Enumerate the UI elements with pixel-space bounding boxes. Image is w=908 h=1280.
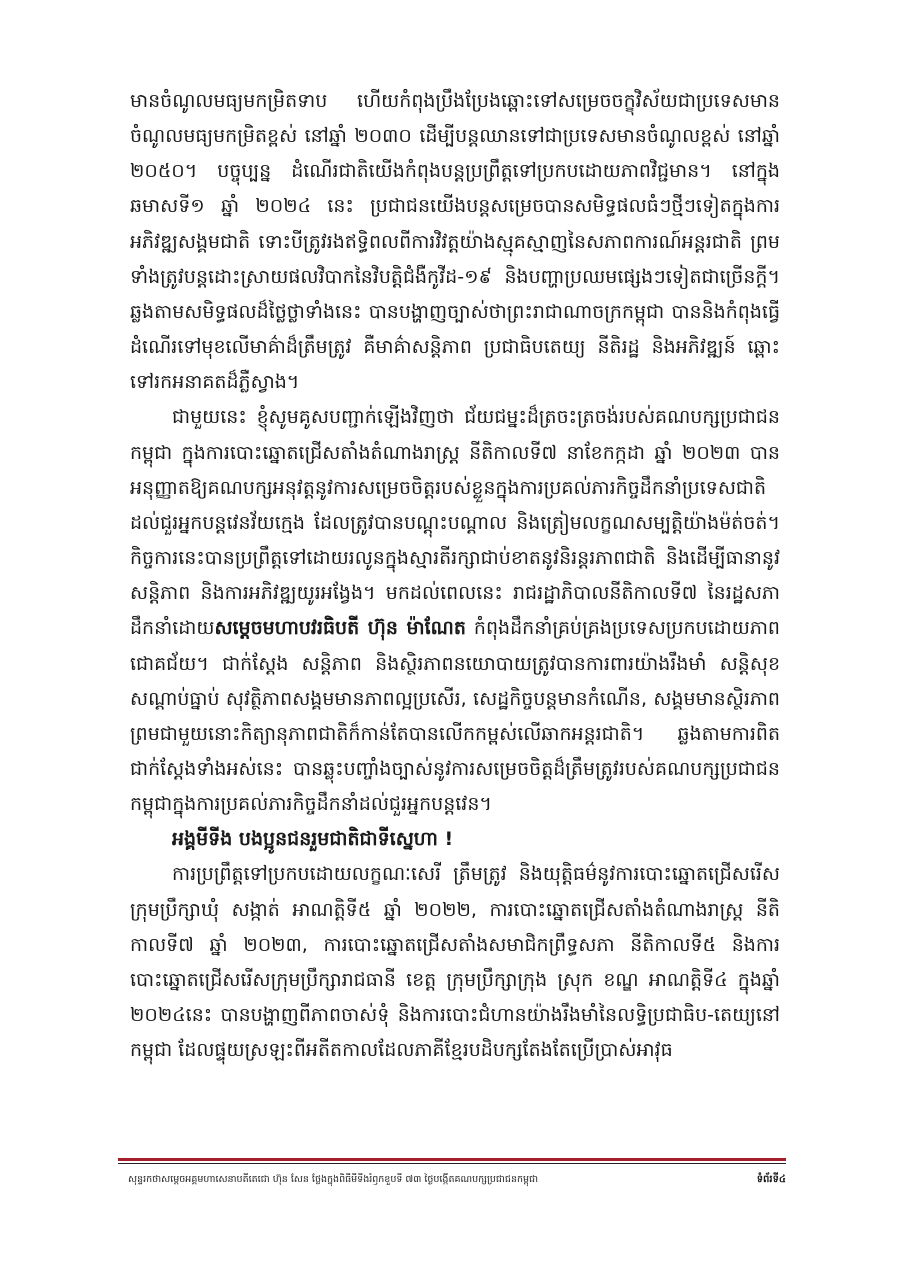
body-text [130, 84, 780, 1068]
paragraph-1: មានចំណូលមធ្យមកម្រិតទាប ហើយកំពុងប្រឹងប្រែងឆ្ពោះទៅសម្រេចចក្ខុវិស័យជាប្រទេសមានចំណូលមធ្យមកម្រិតខ្ពស់ នៅឆ្នាំ ២០៣០ ដើម្បីបន្តឈានទៅជាប្រទេសមានចំណូលខ្ពស់ នៅឆ្នាំ ២០៥០។ បច្ចុប្បន្ន ដំណើរជាតិយើងកំពុងបន្តប្រព្រឹត្តទៅប្រកបដោយភាពវិជ្ជមាន។ នៅក្នុងឆមាសទី១ ឆ្នាំ ២០២៤ នេះ ប្រជាជនយើងបន្តសម្រេចបានសមិទ្ធផលធំៗថ្មីៗទៀតក្នុងការអភិវឌ្ឍសង្គមជាតិ ទោះបីត្រូវរងឥទ្ធិពលពីការវិវត្តយ៉ាងស្មុគស្មាញនៃសភាពការណ៍អន្តរជាតិ ព្រមទាំងត្រូវបន្តដោះស្រាយផលវិបាកនៃវិបត្តិជំងឺកូវីដ-១៩ និងបញ្ហាប្រឈមផ្សេងៗទៀតជាច្រើនក្តី។ ឆ្លងតាមសមិទ្ធផលដ៏ថ្លៃថ្លាទាំងនេះ បានបង្ហាញច្បាស់ថាព្រះរាជាណាចក្រកម្ពុជា បាននិងកំពុងធ្វើដំណើរទៅមុខលើមាគ៌ាដ៏ត្រឹមត្រូវ គឺមាគ៌ាសន្តិភាព ប្រជាធិបតេយ្យ នីតិរដ្ឋ និងអភិវឌ្ឍន៍ ឆ្ពោះទៅរកអនាគតដ៏ភ្លឺស្វាង។ [130, 90, 780, 394]
paragraph-2-lead: ជាមួយនេះ ខ្ញុំសូមគូសបញ្ជាក់ឡើងវិញថា ជ័យជម្នះដ៏ត្រចះត្រចង់របស់គណបក្សប្រជាជនកម្ពុជា ក្នុងការបោះឆ្នោតជ្រើសតាំងតំណាងរាស្ត្រ នីតិកាលទី៧ នាខែកក្កដា ឆ្នាំ ២០២៣ បានអនុញ្ញាតឱ្យគណបក្សអនុវត្តនូវការសម្រេចចិត្តរបស់ខ្លួនក្នុងការប្រគល់ភារកិច្ចដឹកនាំប្រទេសជាតិដល់ជួរអ្នកបន្តវេនវ័យក្មេង ដែលត្រូវបានបណ្តុះបណ្តាល និងត្រៀមលក្ខណសម្បត្តិយ៉ាងម៉ត់ចត់។ កិច្ចការនេះបានប្រព្រឹត្តទៅដោយរលូនក្នុងស្មារតីរក្សាជាប់ខាតនូវនិរន្តរភាពជាតិ និងដើម្បីធានានូវសន្តិភាព និងការអភិវឌ្ឍយូរអង្វែង។ មកដល់ពេលនេះ រាជរដ្ឋាភិបាលនីតិកាលទី៧ នៃរដ្ឋសភា ដឹកនាំដោយ [130, 406, 780, 640]
footer-rule-red [118, 1158, 786, 1161]
page-number: ទំព័រទី៤ [756, 1174, 786, 1185]
section-heading: អង្គមីទីង បងប្អូនជនរួមជាតិជាទីស្នេហា ! [172, 828, 454, 851]
paragraph-3: ការប្រព្រឹត្តទៅប្រកបដោយលក្ខណៈសេរី ត្រឹមត្រូវ និងយុត្តិធម៌នូវការបោះឆ្នោតជ្រើសរើសក្រុមប្រឹក្សាឃុំ សង្កាត់ អាណត្តិទី៥ ឆ្នាំ ២០២២, ការបោះឆ្នោតជ្រើសតាំងតំណាងរាស្ត្រ នីតិកាលទី៧ ឆ្នាំ ២០២៣, ការបោះឆ្នោតជ្រើសតាំងសមាជិកព្រឹទ្ធសភា នីតិកាលទី៥ និងការបោះឆ្នោតជ្រើសរើសក្រុមប្រឹក្សារាជធានី ខេត្ត ក្រុមប្រឹក្សាក្រុង ស្រុក ខណ្ឌ អាណត្តិទី៤ ក្នុងឆ្នាំ ២០២៤នេះ បានបង្ហាញពីភាពចាស់ទុំ និងការបោះជំហានយ៉ាងរឹងមាំនៃលទ្ធិប្រជាធិប-តេយ្យនៅកម្ពុជា ដែលផ្ទុយស្រឡះពីអតីតកាលដែលភាគីខ្មែរបដិបក្សតែងតែប្រើប្រាស់អាវុធ [130, 863, 780, 1062]
footer-rule-dark [118, 1163, 786, 1164]
footer-caption: សុន្ទរកថាសម្តេចអគ្គមហាសេនាបតីតេជោ ហ៊ុន សែន ថ្លែងក្នុងពិធីមីទីងរំឭកខួបទី ៧៣ ថ្ងៃបង្កើតគណបក្សប្រជាជនកម្ពុជា [128, 1174, 539, 1185]
prime-minister-name: សម្តេចមហាបវរធិបតី ហ៊ុន ម៉ាណែត [214, 617, 466, 640]
paragraph-2 [130, 400, 780, 822]
paragraph-2-tail: កំពុងដឹកនាំគ្រប់គ្រងប្រទេសប្រកបដោយភាពជោគជ័យ។ ជាក់ស្តែង សន្តិភាព និងស្ថិរភាពនយោបាយត្រូវបានការពារយ៉ាងរឹងមាំ សន្តិសុខ សណ្តាប់ធ្នាប់ សុវត្ថិភាពសង្គមមានភាពល្អប្រសើរ, សេដ្ឋកិច្ចបន្តមានកំណើន, សង្គមមានស្ថិរភាព ព្រមជាមួយនោះកិត្យានុភាពជាតិក៏កាន់តែបានលើកកម្ពស់លើឆាកអន្តរជាតិ។ ឆ្លងតាមការពិតជាក់ស្តែងទាំងអស់នេះ បានឆ្លុះបញ្ចាំងច្បាស់នូវការសម្រេចចិត្តដ៏ត្រឹមត្រូវរបស់គណបក្សប្រជាជនកម្ពុជាក្នុងការប្រគល់ភារកិច្ចដឹកនាំដល់ជួរអ្នកបន្តវេន។ [130, 617, 780, 816]
